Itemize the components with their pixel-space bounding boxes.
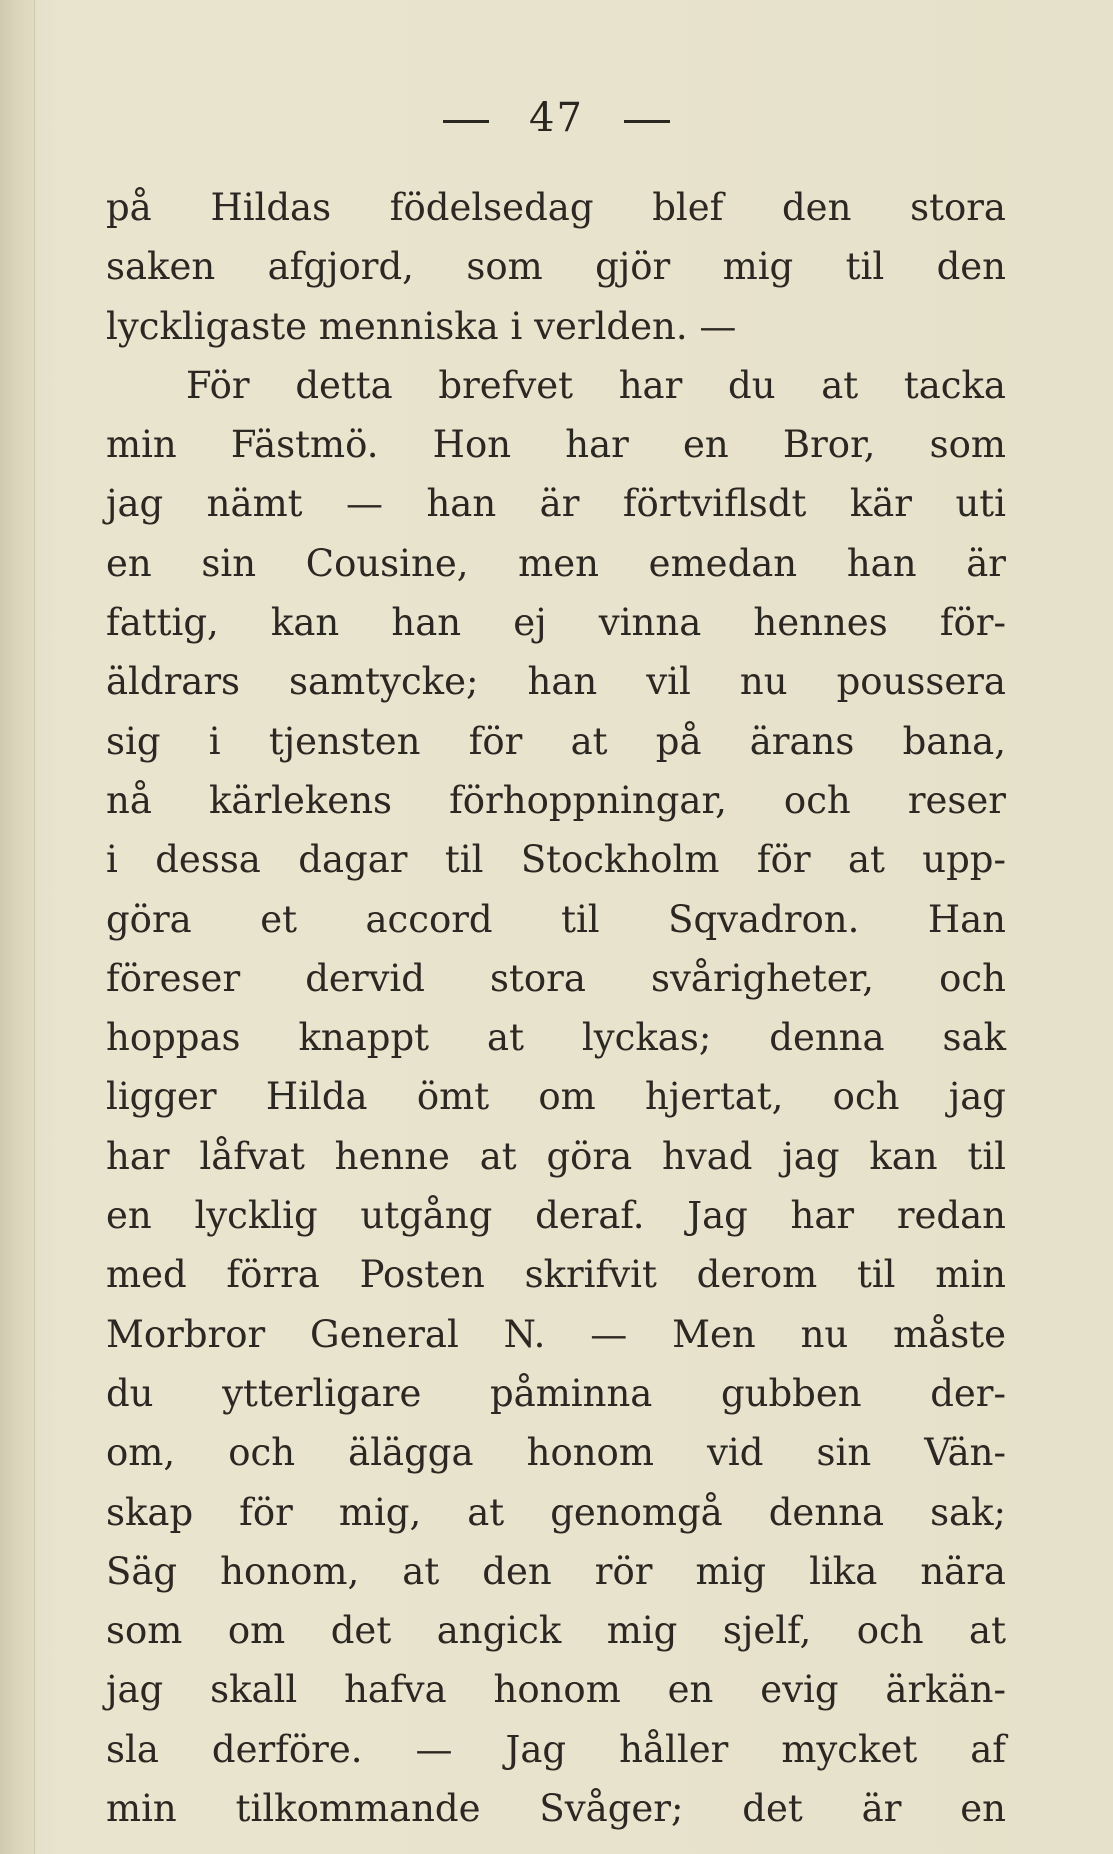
text-line: äldrars samtycke; han vil nu poussera	[106, 660, 1006, 704]
text-line: min tilkommande Svåger; det är en	[106, 1787, 1006, 1831]
text-line: har låfvat henne at göra hvad jag kan til	[106, 1134, 1006, 1178]
page-gutter	[0, 0, 35, 1854]
text-line: en lycklig utgång deraf. Jag har redan	[106, 1194, 1006, 1238]
text-line: jag nämt — han är förtviflsdt kär uti	[106, 482, 1006, 526]
text-line: skap för mig, at genomgå denna sak;	[106, 1490, 1006, 1534]
text-line: i dessa dagar til Stockholm för at upp-	[106, 838, 1006, 882]
text-line: en sin Cousine, men emedan han är	[106, 541, 1006, 585]
text-line: nå kärlekens förhoppningar, och reser	[106, 778, 1006, 822]
text-line: hoppas knappt at lyckas; denna sak	[106, 1016, 1006, 1060]
text-line: lyckligaste menniska i verlden. —	[106, 304, 737, 348]
page-number: 47	[529, 95, 584, 141]
text-line: föreser dervid stora svårigheter, och	[106, 956, 1006, 1000]
text-line: jag skall hafva honom en evig ärkän-	[106, 1668, 1006, 1712]
page-header	[0, 95, 1113, 141]
text-line: saken afgjord, som gjör mig til den	[106, 245, 1006, 289]
text-line: med förra Posten skrifvit derom til min	[106, 1253, 1006, 1297]
text-line: på Hildas födelsedag blef den stora	[106, 186, 1006, 229]
text-line: göra et accord til Sqvadron. Han	[106, 897, 1006, 941]
header-dash-right	[624, 120, 670, 123]
text-line: om, och älägga honom vid sin Vän-	[106, 1431, 1006, 1475]
text-line: Morbror General N. — Men nu måste	[106, 1312, 1006, 1356]
text-line: Säg honom, at den rör mig lika nära	[106, 1549, 1006, 1593]
text-line: sig i tjensten för at på ärans bana,	[106, 719, 1006, 763]
text-line: min Fästmö. Hon har en Bror, som	[106, 423, 1006, 467]
text-line: fattig, kan han ej vinna hennes för-	[106, 601, 1006, 645]
text-line: sla derföre. — Jag håller mycket af	[106, 1727, 1006, 1771]
text-line: ligger Hilda ömt om hjertat, och jag	[106, 1075, 1006, 1119]
text-line: För detta brefvet har du at tacka	[186, 363, 1006, 407]
text-line: som om det angick mig sjelf, och at	[106, 1609, 1006, 1653]
body-text	[106, 178, 1006, 1838]
text-line: du ytterligare påminna gubben der-	[106, 1371, 1006, 1415]
header-dash-left	[443, 120, 489, 123]
